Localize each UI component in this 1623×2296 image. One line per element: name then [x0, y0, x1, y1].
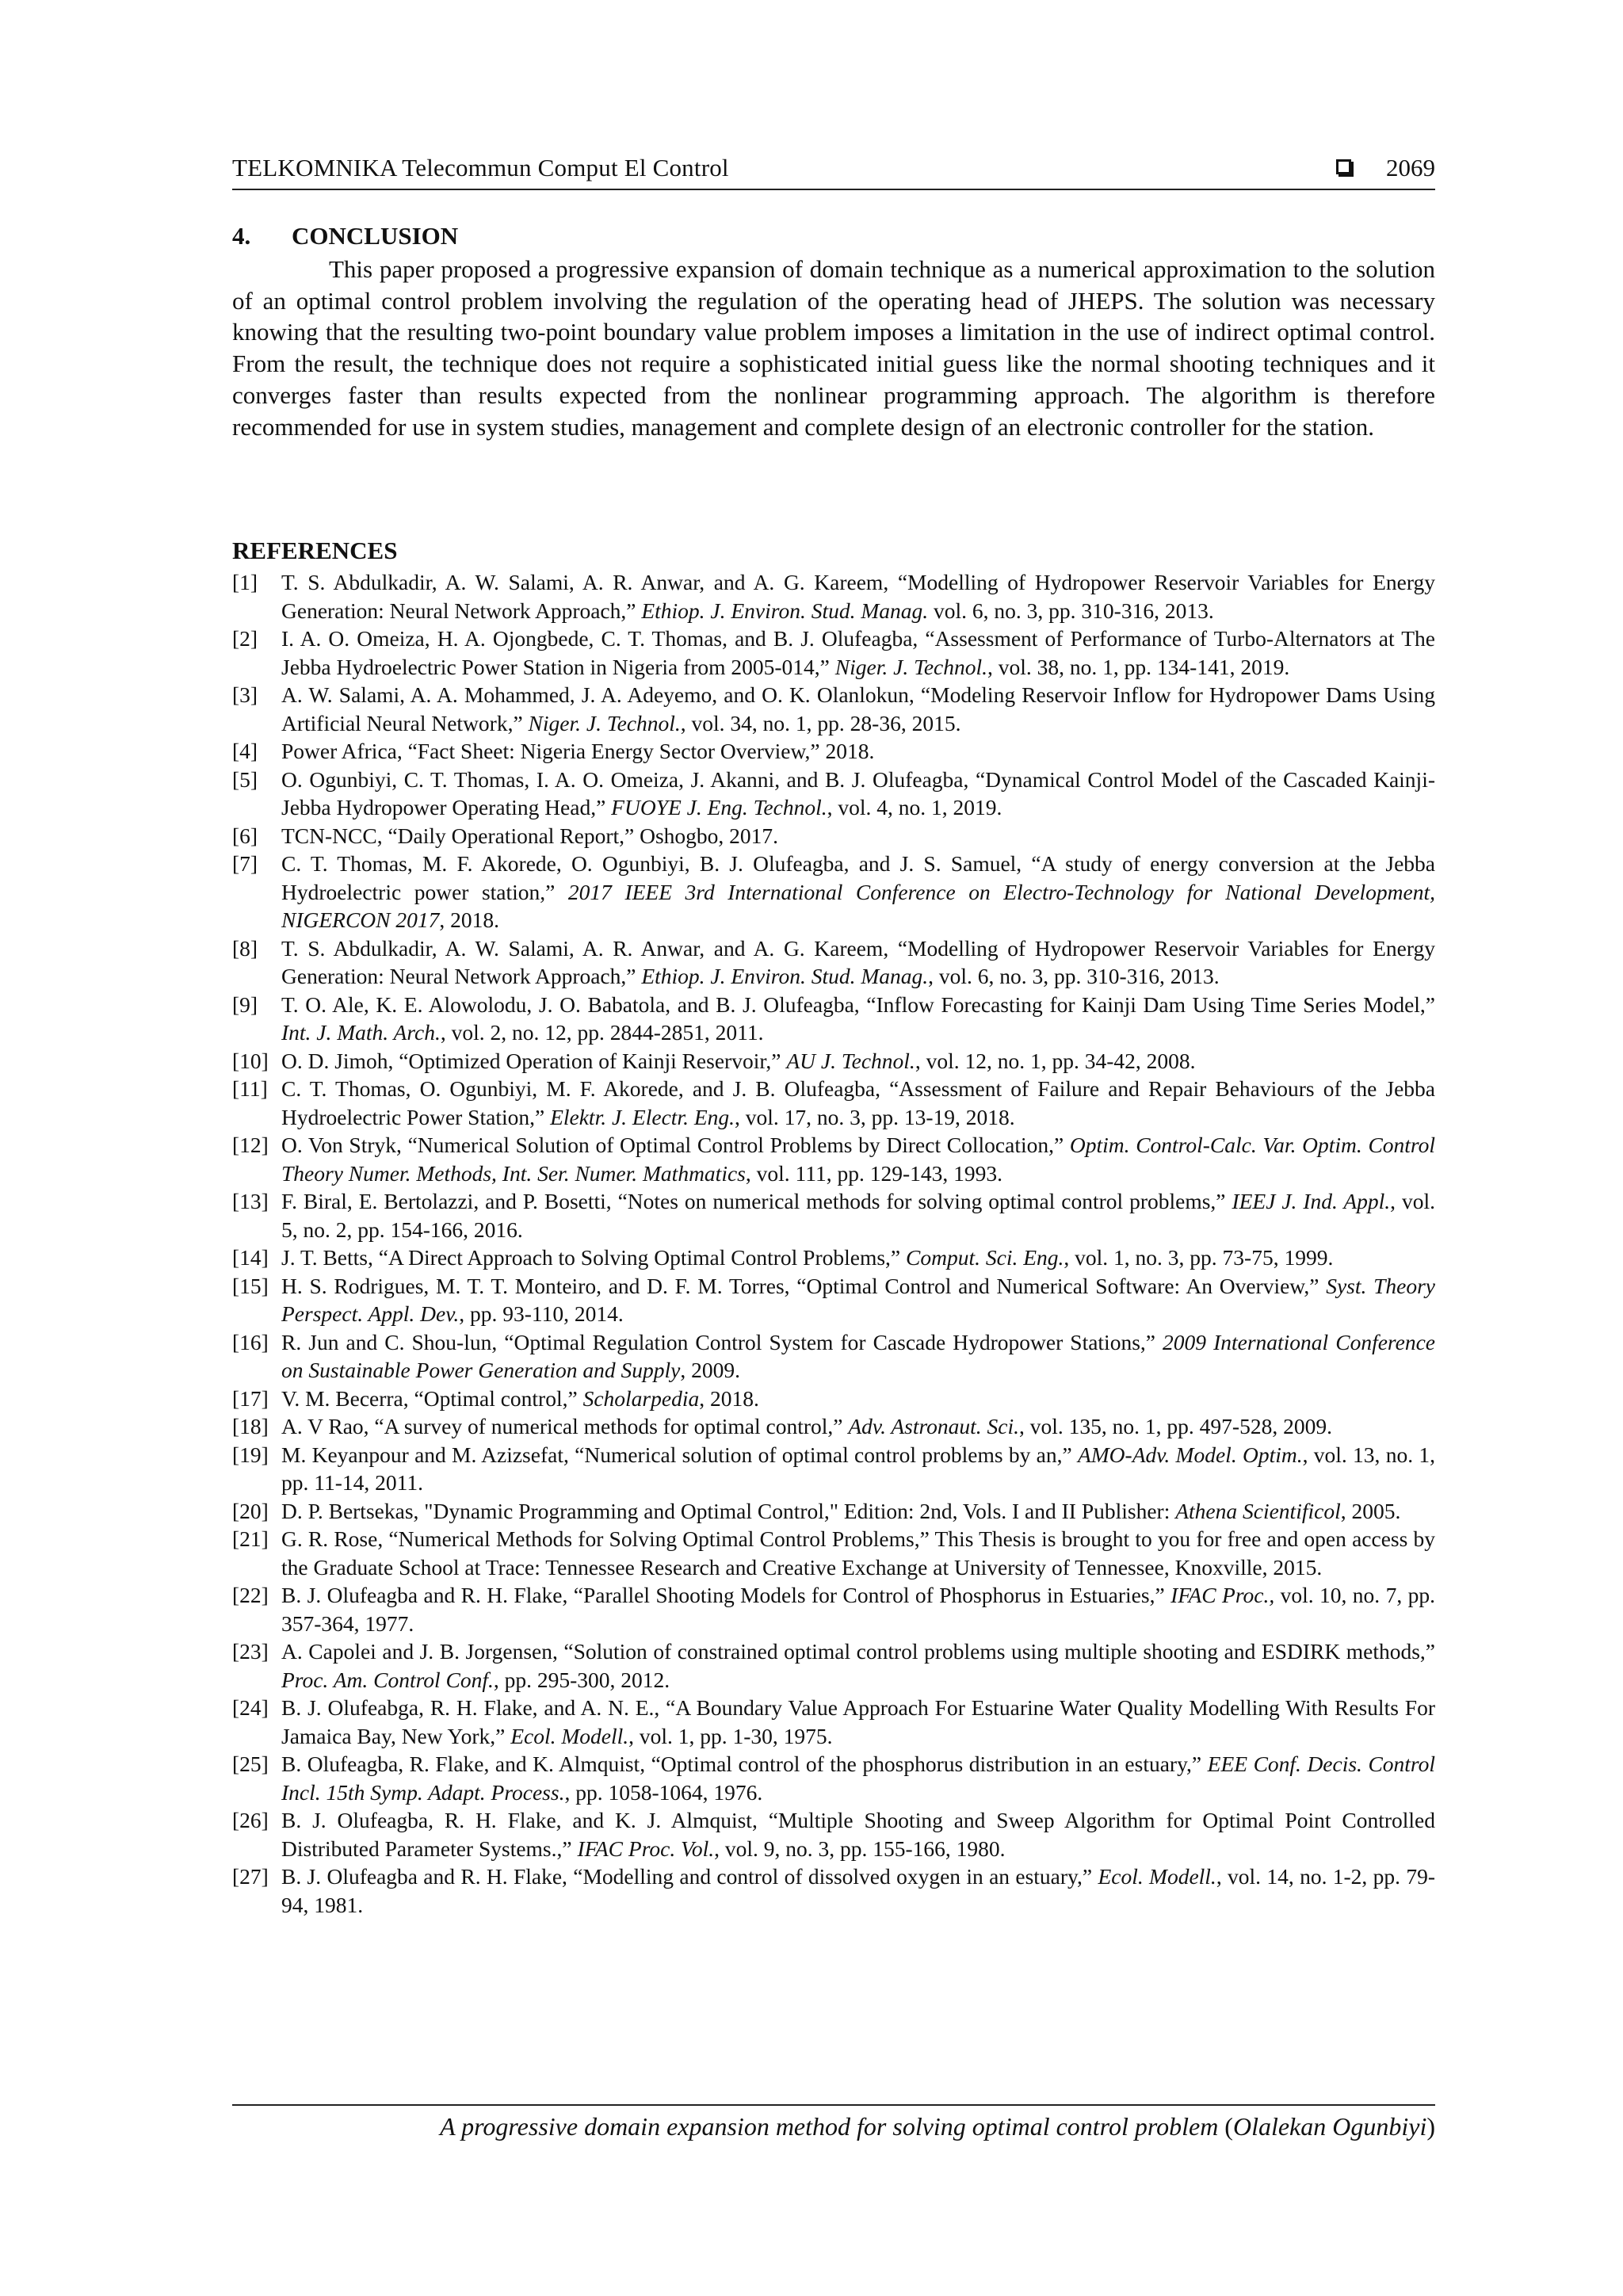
reference-venue: Niger. J. Technol.: [528, 710, 681, 735]
reference-venue: EEE Conf. Decis. Control Incl. 15th Symp. Adapt. Process.: [281, 1752, 1436, 1805]
reference-details: , 2018.: [439, 907, 499, 932]
reference-label: [15]: [232, 1273, 269, 1298]
conclusion-text: This paper proposed a progressive expansion of domain technique as a numerical approximation to the solution of an optimal control problem involving the regulation of the operating head of JHEPS. The solution was necessary knowing that the resulting two-point boundary value problem imposes a limitation in the use of indirect optimal control. From the result, the technique does not require a sophisticated initial guess like the normal shooting techniques and it converges faster than results expected from the nonlinear programming approach. The algorithm is therefore recommended for use in system studies, management and complete design of an electronic controller for the station.: [232, 255, 1435, 441]
reference-details: , vol. 38, no. 1, pp. 134-141, 2019.: [987, 654, 1290, 679]
reference-item: [232, 1806, 1435, 1862]
reference-label: [26]: [232, 1808, 269, 1832]
reference-text: O. Ogunbiyi, C. T. Thomas, I. A. O. Omeiza, J. Akanni, and B. J. Olufeagba, “Dynamical Control Model of the Cascaded Kainji-Jebba Hydropower Operating Head,”: [281, 766, 1435, 819]
reference-text: A. Capolei and J. B. Jorgensen, “Solution of constrained optimal control problems using multiple shooting and ESDIRK methods,”: [281, 1639, 1435, 1664]
reference-text: B. J. Olufeabga, R. H. Flake, and A. N. E., “A Boundary Value Approach For Estuarine Water Quality Modelling With Results For Jamaica Bay, New York,”: [281, 1695, 1435, 1748]
reference-item: [232, 737, 1435, 766]
reference-venue: FUOYE J. Eng. Technol.: [611, 795, 827, 819]
reference-label: [4]: [232, 739, 258, 763]
reference-text: O. D. Jimoh, “Optimized Operation of Kainji Reservoir,”: [281, 1048, 787, 1073]
reference-text: R. Jun and C. Shou-lun, “Optimal Regulation Control System for Cascade Hydropower Stations,”: [281, 1329, 1163, 1354]
reference-label: [18]: [232, 1414, 269, 1438]
reference-venue: 2009 International Conference on Sustainable Power Generation and Supply: [281, 1329, 1435, 1382]
reference-text: B. Olufeagba, R. Flake, and K. Almquist, “Optimal control of the phosphorus distribution in an estuary,”: [281, 1752, 1208, 1776]
reference-label: [3]: [232, 682, 258, 707]
reference-venue: Syst. Theory Perspect. Appl. Dev.: [281, 1273, 1435, 1326]
reference-item: [232, 991, 1435, 1047]
reference-text: F. Biral, E. Bertolazzi, and P. Bosetti, “Notes on numerical methods for solving optimal control problems,”: [281, 1189, 1232, 1213]
reference-text: M. Keyanpour and M. Azizsefat, “Numerical solution of optimal control problems by an,”: [281, 1442, 1078, 1467]
reference-text: T. S. Abdulkadir, A. W. Salami, A. R. Anwar, and A. G. Kareem, “Modelling of Hydropower Reservoir Variables for Energy Generation: Neural Network Approach,”: [281, 570, 1435, 623]
reference-details: , 2009.: [680, 1358, 740, 1382]
reference-venue: 2017 IEEE 3rd International Conference on Electro-Technology for National Development, NIGERCON 2017: [281, 879, 1435, 932]
reference-venue: Optim. Control-Calc. Var. Optim. Control Theory Numer. Methods, Int. Ser. Numer. Mathmatics: [281, 1133, 1436, 1186]
reference-label: [16]: [232, 1329, 269, 1354]
reference-item: [232, 1441, 1435, 1497]
reference-label: [27]: [232, 1864, 269, 1889]
reference-label: [23]: [232, 1639, 269, 1664]
reference-details: , pp. 295-300, 2012.: [493, 1667, 670, 1692]
reference-label: [11]: [232, 1076, 268, 1101]
reference-item: [232, 1385, 1435, 1413]
reference-item: [232, 1244, 1435, 1272]
reference-details: , vol. 34, no. 1, pp. 28-36, 2015.: [680, 710, 961, 735]
reference-item: [232, 1581, 1435, 1637]
reference-venue: Niger. J. Technol.: [834, 654, 988, 679]
reference-label: [19]: [232, 1442, 269, 1467]
reference-item: [232, 1075, 1435, 1131]
reference-venue: Proc. Am. Control Conf.: [281, 1667, 494, 1692]
running-header: [232, 151, 1435, 190]
reference-text: V. M. Becerra, “Optimal control,”: [281, 1385, 583, 1411]
reference-item: [232, 1131, 1435, 1187]
reference-item: [232, 1412, 1435, 1441]
reference-item: [232, 1497, 1435, 1526]
reference-item: [232, 1750, 1435, 1806]
reference-text: C. T. Thomas, O. Ogunbiyi, M. F. Akorede, and J. B. Olufeagba, “Assessment of Failure and Repair Behaviours of the Jebba Hydroelectric Power Station,”: [281, 1076, 1435, 1129]
footer-open-paren: (: [1224, 2112, 1233, 2141]
running-footer: [232, 2104, 1435, 2141]
reference-venue: Scholarpedia: [582, 1385, 700, 1411]
reference-text: O. Von Stryk, “Numerical Solution of Optimal Control Problems by Direct Collocation,”: [281, 1133, 1070, 1157]
reference-label: [17]: [232, 1385, 269, 1411]
reference-venue: Comput. Sci. Eng.: [906, 1245, 1064, 1270]
reference-details: , vol. 12, no. 1, pp. 34-42, 2008.: [915, 1048, 1196, 1073]
reference-label: [21]: [232, 1526, 269, 1551]
reference-item: [232, 934, 1435, 991]
reference-item: [232, 625, 1435, 681]
reference-label: [7]: [232, 851, 258, 876]
reference-item: [232, 1187, 1435, 1244]
reference-item: [232, 1862, 1435, 1919]
reference-details: , pp. 1058-1064, 1976.: [564, 1779, 763, 1805]
references-list: [232, 568, 1435, 1919]
reference-label: [6]: [232, 823, 258, 848]
reference-item: [232, 1694, 1435, 1750]
reference-label: [14]: [232, 1245, 269, 1270]
checkbox-square-icon: [1336, 159, 1351, 174]
page-number: 2069: [1386, 154, 1435, 181]
reference-text: A. V Rao, “A survey of numerical methods for optimal control,”: [281, 1414, 849, 1438]
reference-item: [232, 1272, 1435, 1328]
references-heading: REFERENCES: [232, 537, 398, 564]
reference-label: [13]: [232, 1189, 269, 1213]
reference-details: , vol. 14, no. 1-2, pp. 79-94, 1981.: [281, 1864, 1435, 1917]
reference-item: [232, 568, 1435, 625]
reference-text: T. O. Ale, K. E. Alowolodu, J. O. Babatola, and B. J. Olufeagba, “Inflow Forecasting for Kainji Dam Using Time Series Model,”: [281, 991, 1435, 1017]
reference-label: [22]: [232, 1583, 269, 1607]
reference-details: , vol. 4, no. 1, 2019.: [827, 795, 1002, 819]
reference-text: C. T. Thomas, M. F. Akorede, O. Ogunbiyi, B. J. Olufeagba, and J. S. Samuel, “A study of energy conversion at the Jebba Hydroelectric power station,”: [281, 851, 1435, 904]
reference-venue: IEEJ J. Ind. Appl.: [1232, 1189, 1391, 1213]
reference-venue: AMO-Adv. Model. Optim.: [1077, 1442, 1303, 1467]
reference-text: G. R. Rose, “Numerical Methods for Solving Optimal Control Problems,” This Thesis is brought to you for free and open access by the Graduate School at Trace: Tennessee Research and Creative Exchange at University of Tennessee, Knoxville, 2015.: [281, 1526, 1435, 1580]
reference-text: B. J. Olufeagba, R. H. Flake, and K. J. Almquist, “Multiple Shooting and Sweep Algorithm for Optimal Point Controlled Distributed Parameter Systems.,”: [281, 1808, 1435, 1861]
reference-venue: Ecol. Modell.: [1098, 1864, 1216, 1889]
journal-name: TELKOMNIKA Telecommun Comput El Control: [232, 154, 729, 181]
reference-details: , 2018.: [699, 1385, 759, 1411]
reference-item: [232, 1328, 1435, 1385]
reference-item: [232, 681, 1435, 737]
reference-text: H. S. Rodrigues, M. T. T. Monteiro, and D. F. M. Torres, “Optimal Control and Numerical Software: An Overview,”: [281, 1273, 1327, 1298]
reference-venue: Int. J. Math. Arch.: [281, 1020, 441, 1045]
reference-venue: AU J. Technol.: [786, 1048, 915, 1073]
reference-details: , vol. 1, pp. 1-30, 1975.: [628, 1723, 833, 1748]
reference-label: [10]: [232, 1048, 269, 1073]
reference-item: [232, 850, 1435, 934]
reference-item: [232, 1637, 1435, 1694]
reference-details: , vol. 2, no. 12, pp. 2844-2851, 2011.: [440, 1020, 764, 1045]
reference-text: A. W. Salami, A. A. Mohammed, J. A. Adeyemo, and O. K. Olanlokun, “Modeling Reservoir Inflow for Hydropower Dams Using Artificial Neural Network,”: [281, 682, 1435, 735]
reference-venue: Ecol. Modell.: [510, 1723, 629, 1748]
reference-details: , vol. 135, no. 1, pp. 497-528, 2009.: [1019, 1414, 1332, 1438]
footer-paper-title: A progressive domain expansion method for solving optimal control problem: [440, 2112, 1219, 2141]
reference-label: [1]: [232, 570, 258, 594]
reference-venue: Adv. Astronaut. Sci.: [848, 1414, 1020, 1438]
reference-item: [232, 1047, 1435, 1075]
reference-text: T. S. Abdulkadir, A. W. Salami, A. R. Anwar, and A. G. Kareem, “Modelling of Hydropower Reservoir Variables for Energy Generation: Neural Network Approach,”: [281, 935, 1435, 988]
reference-text: TCN-NCC, “Daily Operational Report,” Oshogbo, 2017.: [281, 823, 779, 848]
reference-details: , vol. 13, no. 1, pp. 11-14, 2011.: [281, 1442, 1435, 1495]
reference-details: , vol. 9, no. 3, pp. 155-166, 1980.: [714, 1836, 1006, 1861]
reference-details: , vol. 6, no. 3, pp. 310-316, 2013.: [928, 964, 1220, 988]
footer-author: Olalekan Ogunbiyi: [1232, 2112, 1427, 2141]
reference-label: [12]: [232, 1133, 269, 1157]
reference-details: , vol. 5, no. 2, pp. 154-166, 2016.: [281, 1189, 1436, 1242]
reference-text: B. J. Olufeagba and R. H. Flake, “Parallel Shooting Models for Control of Phosphorus in Estuaries,”: [281, 1583, 1171, 1607]
reference-text: Power Africa, “Fact Sheet: Nigeria Energy Sector Overview,” 2018.: [281, 739, 875, 763]
reference-details: vol. 10, no. 7, pp. 357-364, 1977.: [281, 1583, 1435, 1636]
reference-label: [25]: [232, 1752, 269, 1776]
reference-details: , vol. 111, pp. 129-143, 1993.: [745, 1160, 1003, 1186]
reference-venue: Ethiop. J. Environ. Stud. Manag.: [641, 598, 929, 623]
reference-details: , 2005.: [1340, 1498, 1401, 1523]
reference-label: [5]: [232, 766, 258, 792]
reference-venue: Elektr. J. Electr. Eng.: [550, 1104, 735, 1129]
reference-item: [232, 1525, 1435, 1581]
reference-details: , vol. 1, no. 3, pp. 73-75, 1999.: [1064, 1245, 1334, 1270]
reference-label: [2]: [232, 626, 258, 651]
reference-details: , vol. 17, no. 3, pp. 13-19, 2018.: [735, 1104, 1015, 1129]
reference-details: vol. 6, no. 3, pp. 310-316, 2013.: [928, 598, 1214, 623]
footer-close-paren: ): [1426, 2112, 1435, 2141]
reference-label: [8]: [232, 935, 258, 961]
reference-label: [24]: [232, 1695, 269, 1720]
reference-venue: IFAC Proc.,: [1170, 1583, 1275, 1607]
conclusion-heading: [232, 222, 458, 250]
reference-label: [9]: [232, 991, 258, 1017]
reference-text: B. J. Olufeagba and R. H. Flake, “Modelling and control of dissolved oxygen in an estuary,”: [281, 1864, 1098, 1889]
section-title: CONCLUSION: [292, 222, 459, 250]
reference-details: , pp. 93-110, 2014.: [459, 1301, 624, 1326]
reference-label: [20]: [232, 1498, 269, 1523]
reference-venue: Athena Scientificol: [1175, 1498, 1341, 1523]
reference-text: I. A. O. Omeiza, H. A. Ojongbede, C. T. Thomas, and B. J. Olufeagba, “Assessment of Performance of Turbo-Alternators at The Jebba Hydroelectric Power Station in Nigeria from 2005-014,”: [281, 626, 1435, 679]
conclusion-paragraph: [232, 254, 1435, 442]
reference-venue: IFAC Proc. Vol.: [577, 1836, 715, 1861]
reference-item: [232, 766, 1435, 822]
reference-text: D. P. Bertsekas, "Dynamic Programming and Optimal Control," Edition: 2nd, Vols. I and II Publisher:: [281, 1498, 1176, 1523]
reference-item: [232, 822, 1435, 850]
reference-venue: Ethiop. J. Environ. Stud. Manag.: [641, 964, 929, 988]
reference-text: J. T. Betts, “A Direct Approach to Solving Optimal Control Problems,”: [281, 1245, 907, 1270]
section-number: 4.: [232, 222, 251, 250]
